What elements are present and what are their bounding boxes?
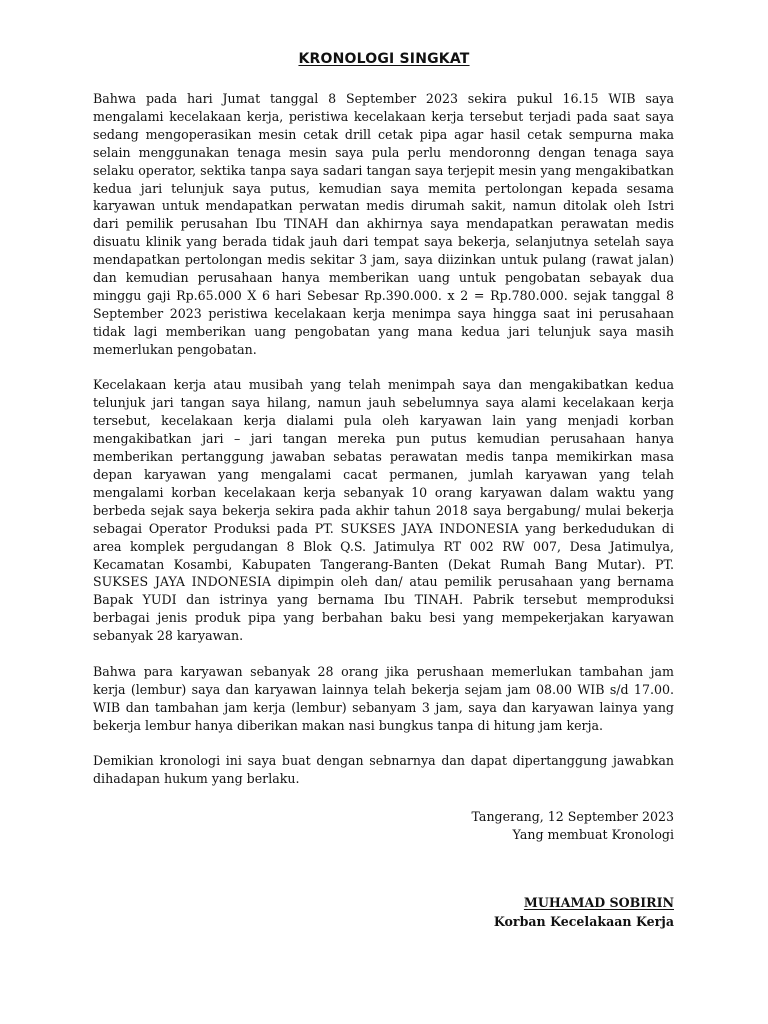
made-by-label: Yang membuat Kronologi [512,827,674,842]
document-title: KRONOLOGI SINGKAT [298,51,470,67]
closing-block [472,808,674,844]
signer-role: Korban Kecelakaan Kerja [493,914,674,929]
place-date: Tangerang, 12 September 2023 [471,809,674,824]
paragraph-statement: Demikian kronologi ini saya buat dengan sebnarnya dan dapat dipertanggung jawabkan dihadapan hukum yang berlaku. [93,753,674,787]
signer-name: MUHAMAD SOBIRIN [523,895,674,910]
paragraph-previous-accidents: Kecelakaan kerja atau musibah yang telah menimpah saya dan mengakibatkan kedua telunjuk jari tangan saya hilang, namun jauh sebelumnya saya alami kecelakaan kerja tersebut, kecelakaan kerja dialami pula oleh karyawan lain yang menjadi korban mengakibatkan jari – jari tangan mereka pun putus kemudian perusahaan hanya memberikan pertanggung jawaban sebatas perawatan medis tanpa memikirkan masa depan karyawan yang mengalami cacat permanen, jumlah karyawan yang telah mengalami korban kecelakaan kerja sebanyak 10 orang karyawan dalam waktu yang berbeda sejak saya bekerja sekira pada akhir tahun 2018 saya bergabung/ mulai bekerja sebagai Operator Produksi pada PT. SUKSES JAYA INDONESIA yang berkedudukan di area komplek pergudangan 8 Blok Q.S. Jatimulya RT 002 RW 007, Desa Jatimulya, Kecamatan Kosambi, Kabupaten Tangerang-Banten (Dekat Rumah Bang Mutar). PT. SUKSES JAYA INDONESIA dipimpin oleh dan/ atau pemilik perusahaan yang bernama Bapak YUDI dan istrinya yang bernama Ibu TINAH. Pabrik tersebut memproduksi berbagai jenis produk pipa yang berbahan baku besi yang mempekerjakan karyawan sebanyak 28 karyawan. [93,377,674,644]
document-body [93,90,674,806]
paragraph-incident: Bahwa pada hari Jumat tanggal 8 September 2023 sekira pukul 16.15 WIB saya mengalami kecelakaan kerja, peristiwa kecelakaan kerja tersebut terjadi pada saat saya sedang mengoperasikan mesin cetak drill cetak pipa agar hasil cetak sempurna maka selain menggunakan tenaga mesin saya pula perlu mendoronng dengan tenaga saya selaku operator, sektika tanpa saya sadari tangan saya terjepit mesin yang mengakibatkan kedua jari telunjuk saya putus, kemudian saya memita pertolongan kepada sesama karyawan untuk mendapatkan perwatan medis dirumah sakit, namun ditolak oleh Istri dari pemilik perusahan Ibu TINAH dan akhirnya saya mendapatkan perawatan medis disuatu klinik yang berada tidak jauh dari tempat saya bekerja, selanjutnya setelah saya mendapatkan pertolongan medis sekitar 3 jam, saya diizinkan untuk pulang (rawat jalan) dan kemudian perusahaan hanya memberikan uang untuk pengobatan sebayak dua minggu gaji Rp.65.000 X 6 hari Sebesar Rp.390.000. x 2 = Rp.780.000. sejak tanggal 8 September 2023 peristiwa kecelakaan kerja menimpa saya hingga saat ini perusahaan tidak lagi memberikan uang pengobatan yang mana kedua jari telunjuk saya masih memerlukan pengobatan. [93,91,674,357]
signer-block [494,893,674,931]
paragraph-overtime: Bahwa para karyawan sebanyak 28 orang jika perushaan memerlukan tambahan jam kerja (lembur) saya dan karyawan lainnya telah bekerja sejam jam 08.00 WIB s/d 17.00. WIB dan tambahan jam kerja (lembur) sebanyam 3 jam, saya dan karyawan lainya yang bekerja lembur hanya diberikan makan nasi bungkus tanpa di hitung jam kerja. [93,663,674,733]
